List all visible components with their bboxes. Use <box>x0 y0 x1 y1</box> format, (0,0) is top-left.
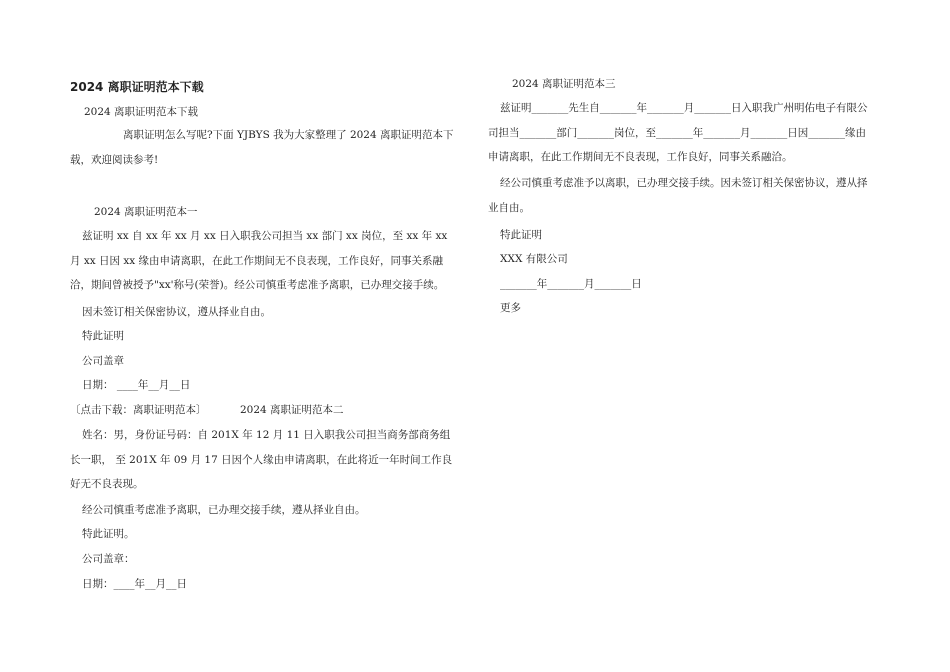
sample1-body2: 因未签订相关保密协议，遵从择业自由。 <box>82 306 271 318</box>
sample2-certify: 特此证明。 <box>82 528 135 540</box>
sample3-date: _______年_______月_______日 <box>500 278 642 290</box>
sample3-certify: 特此证明 <box>500 229 542 241</box>
document-title: 2024 离职证明范本下载 <box>70 80 204 94</box>
document-subtitle: 2024 离职证明范本下载 <box>84 106 199 118</box>
download-link[interactable]: 〔点击下载：离职证明范本〕 <box>70 404 207 416</box>
sample3-body2: 经公司慎重考虑准予以离职，已办理交接手续。因未签订相关保密协议，遵从择业自由。 <box>488 177 868 214</box>
intro-paragraph: 离职证明怎么写呢?下面 YJBYS 我为大家整理了 2024 离职证明范本下载，欢迎阅读参考! <box>70 129 454 166</box>
sample2-body2: 经公司慎重考虑准予离职，已办理交接手续，遵从择业自由。 <box>82 504 366 516</box>
sample2-heading: 2024 离职证明范本二 <box>240 404 344 416</box>
sample3-heading: 2024 离职证明范本三 <box>512 78 616 90</box>
more-link[interactable]: 更多 <box>500 302 521 314</box>
sample2-date: 日期：____年__月__日 <box>82 578 187 590</box>
sample1-date: 日期： ____年__月__日 <box>82 379 191 391</box>
sample2-seal: 公司盖章： <box>82 553 135 565</box>
sample3-body: 兹证明_______先生自_______年_______月_______日入职我广州明佑电子有限公司担当_______部门_______岗位，至_______年_______月_______日因_______缘由申请离职，在此工作期间无不良表现，工作良好，同事关系融洽。 <box>488 102 868 163</box>
sample3-company: XXX 有限公司 <box>500 253 568 265</box>
sample1-seal: 公司盖章 <box>82 355 124 367</box>
sample1-heading: 2024 离职证明范本一 <box>94 206 198 218</box>
sample2-body: 姓名：男，身份证号码：自 201X 年 12 月 11 日入职我公司担当商务部商务组长一职， 至 201X 年 09 月 17 日因个人缘由申请离职，在此将近一年时间工作良好无不良表现。 <box>70 429 453 490</box>
sample1-body: 兹证明 xx 自 xx 年 xx 月 xx 日入职我公司担当 xx 部门 xx 岗位，至 xx 年 xx 月 xx 日因 xx 缘由申请离职，在此工作期间无不良表现，工作良好，同事关系融洽，期间曾被授予"xx'称号(荣誉)。经公司慎重考虑准予离职，已办理交接手续。 <box>70 230 448 291</box>
sample1-certify: 特此证明 <box>82 330 124 342</box>
